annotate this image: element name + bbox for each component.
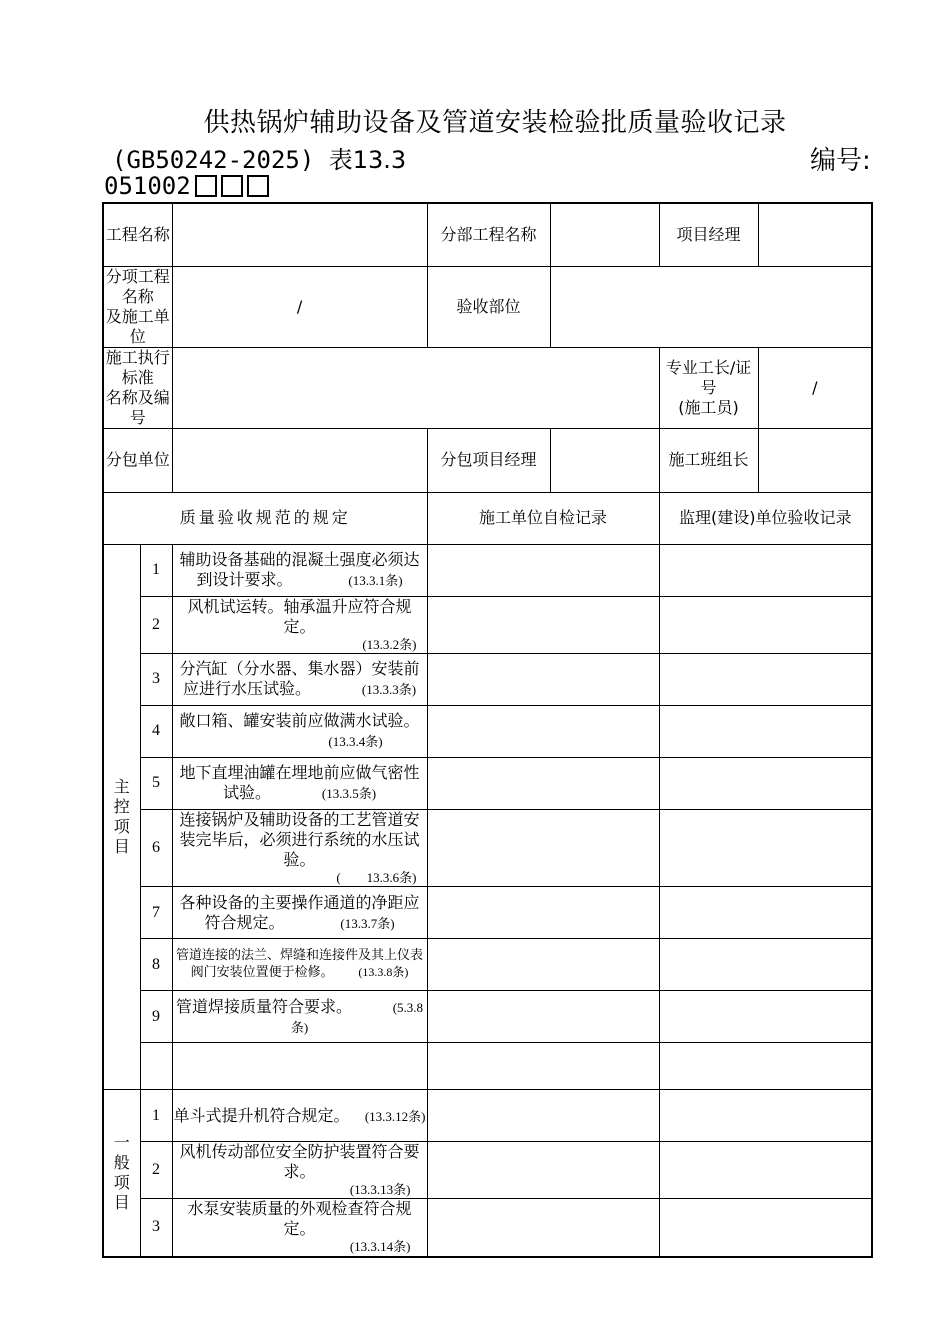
main-control-char: 目: [113, 836, 130, 856]
accept-part-field[interactable]: [550, 266, 872, 347]
item-ref: ( 13.3.6条): [336, 869, 417, 885]
supervisor-cell[interactable]: [659, 939, 872, 991]
general-char: 目: [113, 1192, 130, 1212]
self-check-cell[interactable]: [427, 544, 659, 596]
item-number: 6: [140, 809, 172, 886]
item-text: 辅助设备基础的混凝土强度必须达到设计要求。: [179, 550, 420, 589]
self-check-cell[interactable]: [427, 939, 659, 991]
std-field[interactable]: [172, 347, 659, 428]
supervisor-cell[interactable]: [659, 705, 872, 757]
table-row: [103, 809, 872, 886]
item-ref: (13.3.13条): [349, 1182, 411, 1197]
team-leader-field[interactable]: [758, 428, 872, 492]
item-text: 地下直埋油罐在埋地前应做气密性试验。: [179, 763, 420, 803]
self-check-cell[interactable]: [427, 1142, 659, 1199]
code-box[interactable]: [195, 175, 217, 197]
item-text: 各种设备的主要操作通道的净距应符合规定。: [179, 892, 420, 932]
item-spec: [172, 653, 427, 705]
item-ref: (13.3.2条): [362, 636, 417, 652]
self-check-cell[interactable]: [427, 705, 659, 757]
self-check-cell[interactable]: [427, 596, 659, 653]
item-spec: [172, 757, 427, 809]
pm-label: 项目经理: [659, 203, 758, 266]
item-text: 管道连接的法兰、焊缝和连接件及其上仪表阀门安装位置便于检修。: [176, 948, 424, 980]
foreman-label: 专业工长/证号 (施工员): [659, 347, 758, 428]
empty-cell: [172, 1043, 427, 1090]
empty-cell: [140, 1043, 172, 1090]
standard-code: [112, 140, 406, 175]
main-control-char: 项: [113, 816, 130, 836]
general-char: 项: [113, 1172, 130, 1192]
table-row: [103, 1199, 872, 1257]
project-name-label: 工程名称: [103, 203, 172, 266]
self-check-cell[interactable]: [427, 809, 659, 886]
main-control-char: 主: [113, 776, 130, 796]
item-number: 5: [140, 757, 172, 809]
supervisor-cell[interactable]: [659, 596, 872, 653]
item-spec: [172, 1199, 427, 1257]
item-ref: (13.3.5条): [321, 786, 377, 802]
page-title: 供热锅炉辅助设备及管道安装检验批质量验收记录: [203, 108, 787, 138]
code-box[interactable]: [247, 175, 269, 197]
supervisor-cell[interactable]: [659, 991, 872, 1043]
supervisor-cell[interactable]: [659, 1090, 872, 1142]
table-row: [103, 705, 872, 757]
item-text: 敞口箱、罐安装前应做满水试验。: [179, 711, 420, 731]
item-spec: [172, 596, 427, 653]
main-control-label: [103, 544, 140, 1090]
general-char: 一: [113, 1132, 130, 1152]
supervisor-cell[interactable]: [659, 887, 872, 939]
table-row: [103, 887, 872, 939]
supervisor-cell[interactable]: [659, 1043, 872, 1090]
self-check-cell[interactable]: [427, 991, 659, 1043]
item-ref: (13.3.7条): [340, 915, 395, 931]
self-check-header: 施工单位自检记录: [427, 492, 659, 544]
main-control-char: 控: [113, 796, 130, 816]
item-number: 2: [140, 596, 172, 653]
item-ref: (13.3.14条): [349, 1239, 411, 1255]
item-ref: (13.3.8条): [358, 964, 409, 979]
general-char: 般: [113, 1152, 130, 1172]
spec-header: 质量验收规范的规定: [103, 492, 427, 544]
item-number: 3: [140, 653, 172, 705]
std-label: 施工执行标准 名称及编号: [103, 347, 172, 428]
accept-part-label: 验收部位: [427, 266, 550, 347]
table-row: [103, 544, 872, 596]
item-number: 3: [140, 1199, 172, 1257]
project-name-field[interactable]: [172, 203, 427, 266]
item-spec: [172, 1090, 427, 1142]
self-check-cell[interactable]: [427, 887, 659, 939]
item-number: 2: [140, 1142, 172, 1199]
item-spec: [172, 1142, 427, 1199]
supervisor-cell[interactable]: [659, 1199, 872, 1257]
item-spec: [172, 991, 427, 1043]
item-number: 1: [140, 1090, 172, 1142]
code-box[interactable]: [221, 175, 243, 197]
self-check-cell[interactable]: [427, 1090, 659, 1142]
supervisor-cell[interactable]: [659, 809, 872, 886]
item-number: 7: [140, 887, 172, 939]
item-ref: (5.3.8条): [290, 999, 424, 1035]
item-number: 4: [140, 705, 172, 757]
sub-unit-field[interactable]: [172, 428, 427, 492]
number-label: 编号:: [810, 146, 871, 176]
item-ref: (13.3.1条): [348, 573, 403, 588]
item-text: 连接锅炉及辅助设备的工艺管道安装完毕后，必须进行系统的水压试验。: [179, 809, 420, 869]
item-text: 风机试运转。轴承温升应符合规定。: [187, 596, 412, 636]
number-code: [104, 172, 269, 200]
table-row: [103, 1043, 872, 1090]
sub-project-field[interactable]: [550, 203, 659, 266]
item-number: 9: [140, 991, 172, 1043]
item-ref: (13.3.3条): [361, 682, 417, 698]
table-label: 表13.3: [328, 146, 407, 174]
supervisor-cell[interactable]: [659, 1142, 872, 1199]
supervisor-cell[interactable]: [659, 544, 872, 596]
table-row: [103, 939, 872, 991]
sub-pm-label: 分包项目经理: [427, 428, 550, 492]
table-row: [103, 1090, 872, 1142]
number-code-text: 051002: [104, 172, 191, 200]
item-number: 8: [140, 939, 172, 991]
general-label: [103, 1090, 140, 1257]
subitem-field[interactable]: /: [172, 266, 427, 347]
self-check-cell[interactable]: [427, 1199, 659, 1257]
item-ref: (13.3.4条): [328, 734, 383, 750]
item-ref: (13.3.12条): [364, 1108, 426, 1124]
sub-pm-field[interactable]: [550, 428, 659, 492]
table-row: [103, 653, 872, 705]
self-check-cell[interactable]: [427, 757, 659, 809]
team-leader-label: 施工班组长: [659, 428, 758, 492]
self-check-cell[interactable]: [427, 1043, 659, 1090]
item-spec: [172, 939, 427, 991]
item-number: 1: [140, 544, 172, 596]
item-spec: [172, 544, 427, 596]
inspection-form: [102, 202, 873, 1258]
table-row: [103, 757, 872, 809]
pm-field[interactable]: [758, 203, 872, 266]
item-text: 水泵安装质量的外观检查符合规定。: [187, 1199, 412, 1239]
item-text: 风机传动部位安全防护装置符合要求。: [179, 1142, 420, 1181]
item-spec: [172, 705, 427, 757]
supervisor-cell[interactable]: [659, 653, 872, 705]
sub-unit-label: 分包单位: [103, 428, 172, 492]
foreman-field[interactable]: /: [758, 347, 872, 428]
item-text: 分汽缸（分水器、集水器）安装前应进行水压试验。: [179, 659, 420, 699]
table-row: [103, 991, 872, 1043]
item-spec: [172, 809, 427, 886]
item-spec: [172, 887, 427, 939]
standard-code-text: (GB50242-2025): [112, 146, 315, 174]
table-row: [103, 596, 872, 653]
supervisor-header: 监理(建设)单位验收记录: [659, 492, 872, 544]
self-check-cell[interactable]: [427, 653, 659, 705]
supervisor-cell[interactable]: [659, 757, 872, 809]
table-row: [103, 1142, 872, 1199]
item-text: 单斗式提升机符合规定。: [173, 1105, 350, 1125]
sub-project-label: 分部工程名称: [427, 203, 550, 266]
subitem-label: 分项工程名称 及施工单位: [103, 266, 172, 347]
item-text: 管道焊接质量符合要求。: [175, 996, 352, 1016]
